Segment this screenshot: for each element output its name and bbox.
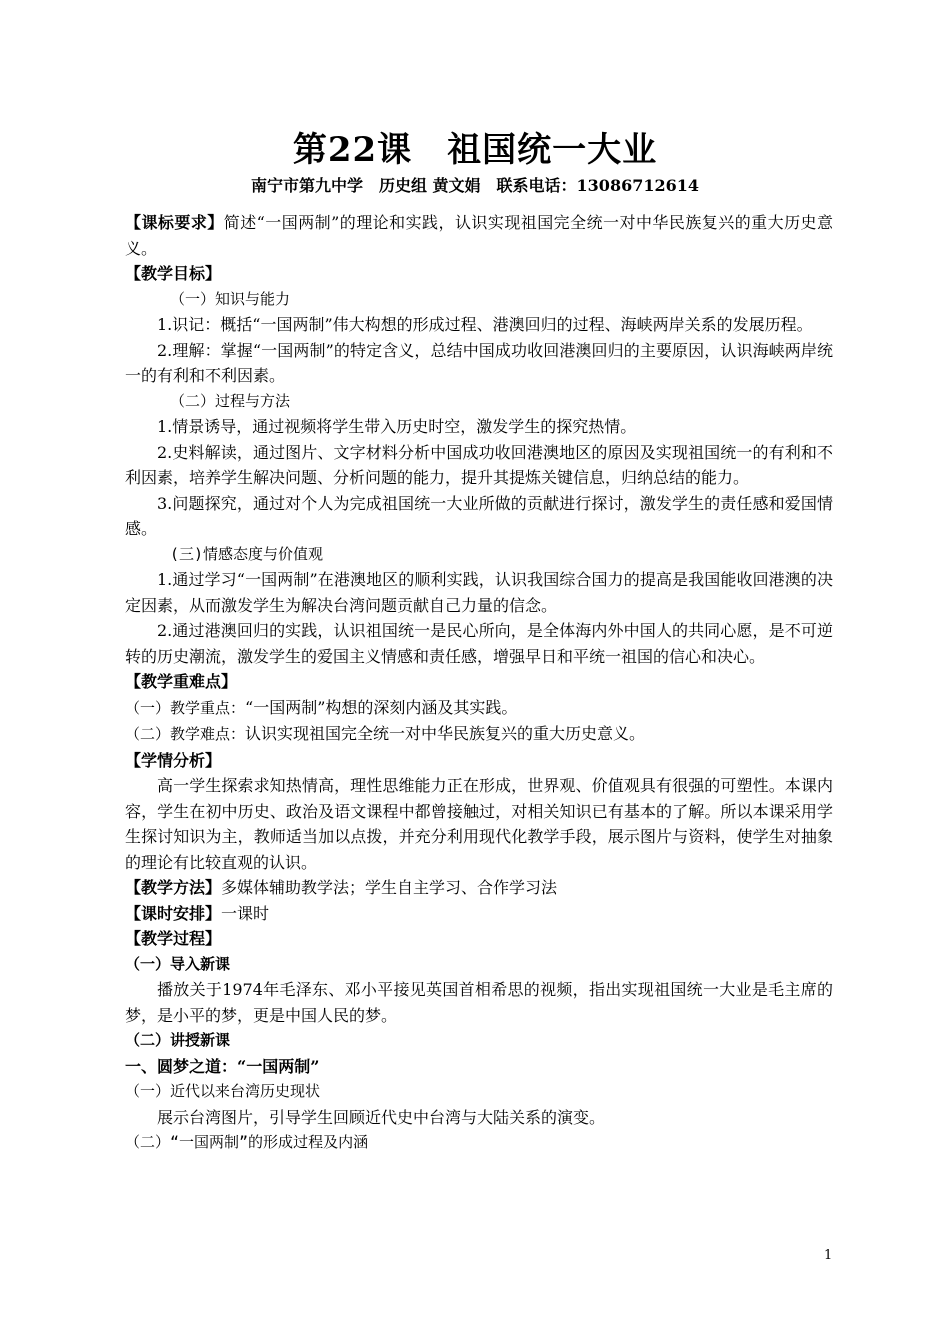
emotion-heading: (三)情感态度与价值观 <box>170 544 324 563</box>
key-difficulty <box>125 721 833 748</box>
author-info: 南宁市第九中学 历史组 黄文娟 联系电话：13086712614 <box>250 176 700 195</box>
document-body <box>125 210 833 1156</box>
curriculum-requirement <box>125 210 833 261</box>
lesson-title: 第22课 祖国统一大业 <box>292 130 658 170</box>
curriculum-text: 简述“一国两制”的理论和实践，认识实现祖国完全统一对中华民族复兴的重大历史意义。 <box>125 213 833 258</box>
knowledge-item: 1.识记：概括“一国两制”伟大构想的形成过程、港澳回归的过程、海峡两岸关系的发展历程。 <box>157 315 813 334</box>
key-focus-text: “一国两制”构想的深刻内涵及其实践。 <box>245 697 518 717</box>
emotion-item: 1.通过学习“一国两制”在港澳地区的顺利实践，认识我国综合国力的提高是我国能收回港澳的决定因素，从而激发学生为解决台湾问题贡献自己力量的信念。 <box>125 570 833 615</box>
key-focus-label: （一）教学重点： <box>125 698 246 717</box>
knowledge-item: 2.理解：掌握“一国两制”的特定含义，总结中国成功收回港澳回归的主要原因，认识海峡两岸统一的有利和不利因素。 <box>125 340 833 385</box>
new-lesson-heading: （二）讲授新课 <box>125 1031 231 1049</box>
schedule-text: 一课时 <box>221 903 270 923</box>
analysis-heading: 【学情分析】 <box>125 750 222 770</box>
key-difficulty-label: （二）教学难点： <box>125 725 246 743</box>
key-focus <box>125 695 833 722</box>
process-item: 3.问题探究，通过对个人为完成祖国统一大业所做的贡献进行探讨，激发学生的责任感和爱国情感。 <box>125 493 833 538</box>
subsection1-text: 展示台湾图片，引导学生回顾近代史中台湾与大陆关系的演变。 <box>157 1107 606 1127</box>
curriculum-label: 【课标要求】 <box>125 213 224 232</box>
subsection1-heading: （一）近代以来台湾历史现状 <box>125 1082 321 1100</box>
intro-heading: （一）导入新课 <box>125 954 231 973</box>
process-item: 1.情景诱导，通过视频将学生带入历史时空，激发学生的探究热情。 <box>157 417 637 436</box>
procedure-heading: 【教学过程】 <box>125 929 222 948</box>
section1-heading: 一、圆梦之道：“一国两制” <box>125 1056 320 1076</box>
schedule-label: 【课时安排】 <box>125 903 222 923</box>
key-difficulty-text: 认识实现祖国完全统一对中华民族复兴的重大历史意义。 <box>245 724 646 743</box>
methods-label: 【教学方法】 <box>125 878 222 897</box>
objectives-heading: 【教学目标】 <box>125 264 222 283</box>
intro-text: 播放关于1974年毛泽东、邓小平接见英国首相希思的视频，指出实现祖国统一大业是毛主席的梦，是小平的梦，更是中国人民的梦。 <box>125 980 833 1025</box>
knowledge-heading: （一）知识与能力 <box>170 289 291 308</box>
analysis-text: 高一学生探索求知热情高，理性思维能力正在形成，世界观、价值观具有很强的可塑性。本课内容，学生在初中历史、政治及语文课程中都曾接触过，对相关知识已有基本的了解。所以本课采用学生探讨知识为主，教师适当加以点拨，并充分利用现代化教学手段，展示图片与资料，使学生对抽象的理论有比较直观的认识。 <box>125 776 833 872</box>
process-heading: （二）过程与方法 <box>170 391 291 410</box>
page-number: 1 <box>824 1248 833 1263</box>
emotion-item: 2.通过港澳回归的实践，认识祖国统一是民心所向，是全体海内外中国人的共同心愿，是不可逆转的历史潮流，激发学生的爱国主义情感和责任感，增强早日和平统一祖国的信心和决心。 <box>125 621 833 666</box>
process-item: 2.史料解读，通过图片、文字材料分析中国成功收回港澳地区的原因及实现祖国统一的有利和不利因素，培养学生解决问题、分析问题的能力，提升其提炼关键信息，归纳总结的能力。 <box>125 442 833 487</box>
subsection2-heading: （二）“一国两制”的形成过程及内涵 <box>125 1133 369 1151</box>
methods-text: 多媒体辅助教学法；学生自主学习、合作学习法 <box>221 878 558 897</box>
teaching-methods <box>125 875 833 901</box>
class-schedule <box>125 901 833 927</box>
keypoints-heading: 【教学重难点】 <box>125 672 238 691</box>
